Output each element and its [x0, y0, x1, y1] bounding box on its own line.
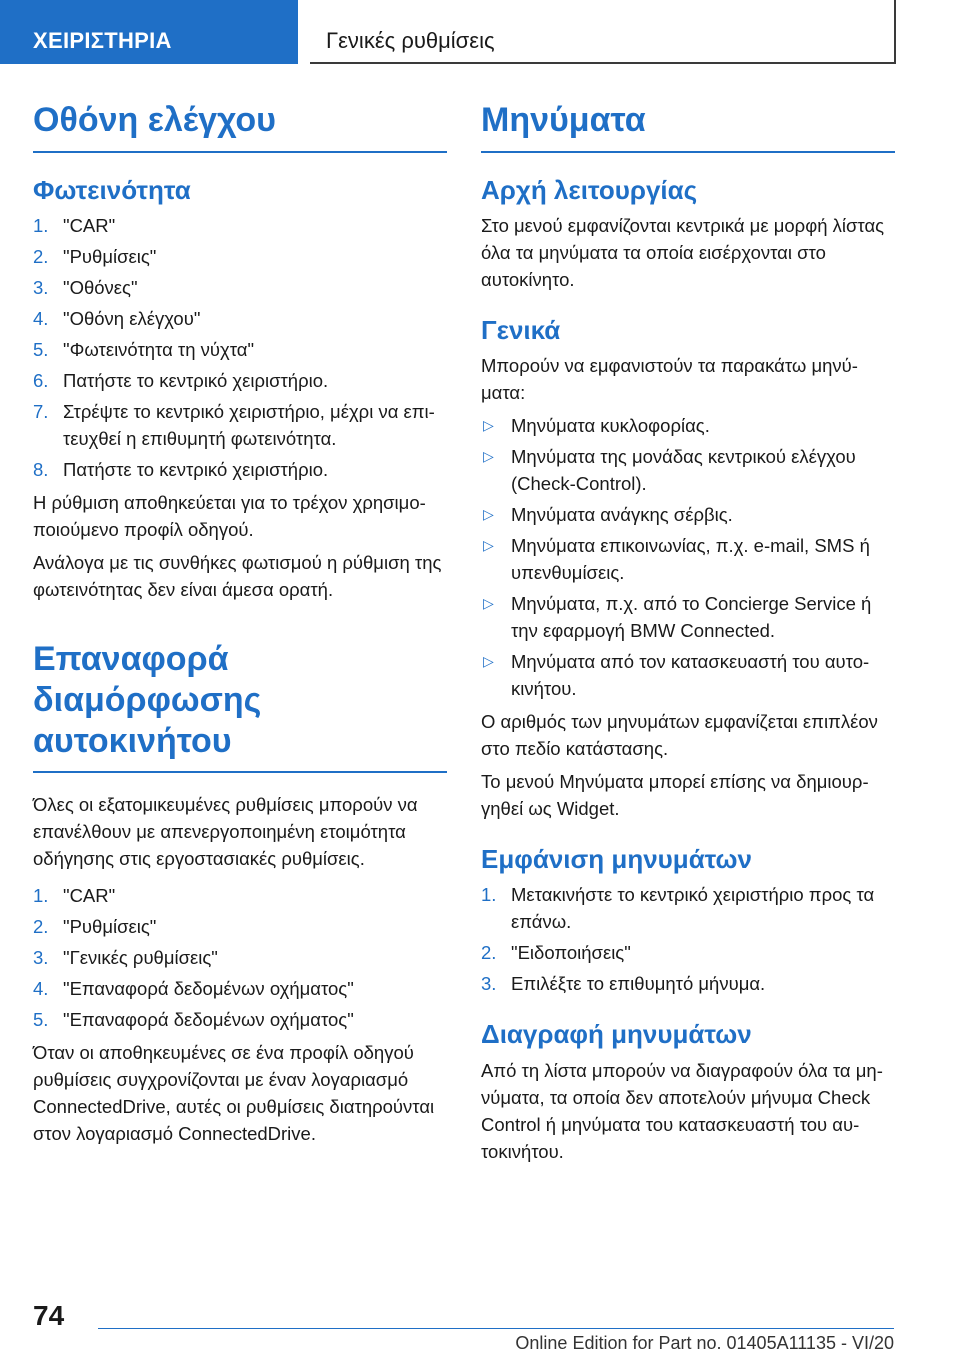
- list-item: [481, 532, 895, 586]
- list-item: [33, 243, 447, 270]
- triangle-right-icon: ▷: [483, 417, 494, 434]
- list-item: [33, 882, 447, 909]
- step-text: Πατήστε το κεντρικό χειριστήριο.: [63, 369, 329, 391]
- triangle-right-icon: ▷: [483, 448, 494, 465]
- triangle-right-icon: ▷: [483, 537, 494, 554]
- list-item: [33, 456, 447, 483]
- list-item: [481, 939, 895, 966]
- list-item: [481, 501, 895, 528]
- step-text: "Ρυθμίσεις": [63, 245, 157, 267]
- list-item: [33, 944, 447, 971]
- bullet-text: Μηνύματα της μονάδας κεντρικού ελέγχου (Check-Control).: [511, 446, 856, 495]
- heading-delete-messages: Διαγραφή μηνυμάτων: [481, 1019, 752, 1050]
- message-types-list: [481, 412, 895, 702]
- header-chapter-box: [310, 0, 896, 64]
- delete-text: Από τη λίστα μπορούν να διαγραφούν όλα τα μηνύματα, τα οποία δεν αποτελούν μήνυμα Check Control ή μηνύματα του κατασκευαστή του αυτοκινήτου.: [481, 1059, 883, 1162]
- general-note-widget: Το μενού Μηνύματα μπορεί επίσης να δημιουργηθεί ως Widget.: [481, 771, 869, 820]
- bullet-text: Μηνύματα ανάγκης σέρβις.: [511, 504, 733, 526]
- step-text: "Φωτεινότητα τη νύχτα": [63, 338, 255, 360]
- step-text: "Οθόνες": [63, 276, 138, 298]
- list-item: [33, 913, 447, 940]
- header-chapter-label: Γενικές ρυθμίσεις: [326, 28, 495, 53]
- footer-edition: Online Edition for Part no. 01405A11135 - VI/20: [515, 1333, 894, 1353]
- heading-general: Γενικά: [481, 314, 561, 345]
- brightness-note-1: Η ρύθμιση αποθηκεύεται για το τρέχον χρησιμοποιούμενο προφίλ οδηγού.: [33, 491, 426, 540]
- step-number: 1.: [33, 214, 49, 236]
- step-number: 5.: [33, 338, 49, 360]
- header-section-label: ΧΕΙΡΙΣΤΗΡΙΑ: [33, 28, 172, 53]
- bullet-text: Μηνύματα κυκλοφορίας.: [511, 415, 710, 437]
- step-text: "CAR": [63, 885, 116, 907]
- page-number: 74: [33, 1300, 65, 1331]
- heading-messages: Μηνύματα: [481, 100, 895, 153]
- step-text: "Οθόνη ελέγχου": [63, 307, 201, 329]
- list-item: [481, 970, 895, 997]
- heading-brightness: Φωτεινότητα: [33, 174, 191, 205]
- reset-intro: Όλες οι εξατομικευμένες ρυθμίσεις μπορούν να επανέλθουν με απενεργοποιημένη ετοιμότητα οδήγησης στις εργοστασιακές ρυθμίσεις.: [33, 794, 418, 870]
- step-text: "Ειδοποιήσεις": [511, 942, 631, 964]
- footer-divider: [98, 1328, 894, 1329]
- list-item: [481, 648, 895, 702]
- step-text: Πατήστε το κεντρικό χειριστήριο.: [63, 458, 329, 480]
- right-column: [481, 100, 895, 1171]
- step-text: "Γενικές ρυθμίσεις": [63, 947, 218, 969]
- heading-principle: Αρχή λειτουργίας: [481, 174, 698, 205]
- list-item: [33, 975, 447, 1002]
- list-item: [33, 305, 447, 332]
- list-item: [33, 212, 447, 239]
- header-section-tab: [0, 0, 298, 64]
- list-item: [481, 590, 895, 644]
- heading-reset-configuration: Επαναφορά διαμόρφωσης αυτοκινήτου: [33, 639, 447, 773]
- step-number: 4.: [33, 307, 49, 329]
- step-number: 2.: [481, 942, 497, 964]
- triangle-right-icon: ▷: [483, 506, 494, 523]
- show-steps: [481, 881, 895, 997]
- list-item: [481, 412, 895, 439]
- general-intro: Μπορούν να εμφανιστούν τα παρακάτω μηνύματα:: [481, 355, 858, 404]
- reset-outro: Όταν οι αποθηκευμένες σε ένα προφίλ οδηγού ρυθμίσεις συγχρονίζονται με έναν λογαριασμό ConnectedDrive, αυτές οι ρυθμίσεις διατηρούνται στον λογαριασμό ConnectedDrive.: [33, 1042, 435, 1145]
- step-number: 4.: [33, 978, 49, 1000]
- list-item: [33, 336, 447, 363]
- step-text: "Ρυθμίσεις": [63, 916, 157, 938]
- general-note-count: Ο αριθμός των μηνυμάτων εμφανίζεται επιπλέον στο πεδίο κατάστασης.: [481, 711, 878, 760]
- list-item: [33, 274, 447, 301]
- step-number: 1.: [481, 884, 497, 906]
- step-number: 6.: [33, 369, 49, 391]
- bullet-text: Μηνύματα επικοινωνίας, π.χ. e-mail, SMS ή υπενθυμίσεις.: [511, 535, 870, 584]
- triangle-right-icon: ▷: [483, 653, 494, 670]
- step-number: 3.: [481, 973, 497, 995]
- reset-steps: [33, 882, 447, 1033]
- step-number: 7.: [33, 400, 49, 422]
- bullet-text: Μηνύματα από τον κατασκευαστή του αυτοκινήτου.: [511, 651, 870, 700]
- brightness-note-2: Ανάλογα με τις συνθήκες φωτισμού η ρύθμιση της φωτεινότητας δεν είναι άμεσα ορατή.: [33, 551, 442, 600]
- principle-text: Στο μενού εμφανίζονται κεντρικά με μορφή λίστας όλα τα μηνύματα τα οποία εισέρχονται στο αυτοκίνητο.: [481, 214, 885, 290]
- step-number: 8.: [33, 458, 49, 480]
- step-number: 3.: [33, 276, 49, 298]
- step-text: "CAR": [63, 214, 116, 236]
- step-text: "Επαναφορά δεδομένων οχήματος": [63, 978, 354, 1000]
- triangle-right-icon: ▷: [483, 595, 494, 612]
- step-number: 1.: [33, 885, 49, 907]
- left-column: [33, 100, 447, 1153]
- step-number: 2.: [33, 245, 49, 267]
- heading-control-display: Οθόνη ελέγχου: [33, 100, 447, 153]
- list-item: [33, 398, 447, 452]
- step-number: 2.: [33, 916, 49, 938]
- bullet-text: Μηνύματα, π.χ. από το Concierge Service ή την εφαρμογή BMW Connected.: [511, 593, 872, 642]
- list-item: [481, 443, 895, 497]
- heading-show-messages: Εμφάνιση μηνυμάτων: [481, 844, 752, 875]
- step-text: Επιλέξτε το επιθυμητό μήνυμα.: [511, 973, 766, 995]
- brightness-steps: [33, 212, 447, 483]
- step-text: Στρέψτε το κεντρικό χειριστήριο, μέχρι να επιτευχθεί η επιθυμητή φωτεινότητα.: [63, 400, 435, 449]
- list-item: [33, 367, 447, 394]
- step-text: "Επαναφορά δεδομένων οχήματος": [63, 1009, 354, 1031]
- step-text: Μετακινήστε το κεντρικό χειριστήριο προς τα επάνω.: [511, 884, 875, 933]
- step-number: 5.: [33, 1009, 49, 1031]
- list-item: [481, 881, 895, 935]
- list-item: [33, 1006, 447, 1033]
- step-number: 3.: [33, 947, 49, 969]
